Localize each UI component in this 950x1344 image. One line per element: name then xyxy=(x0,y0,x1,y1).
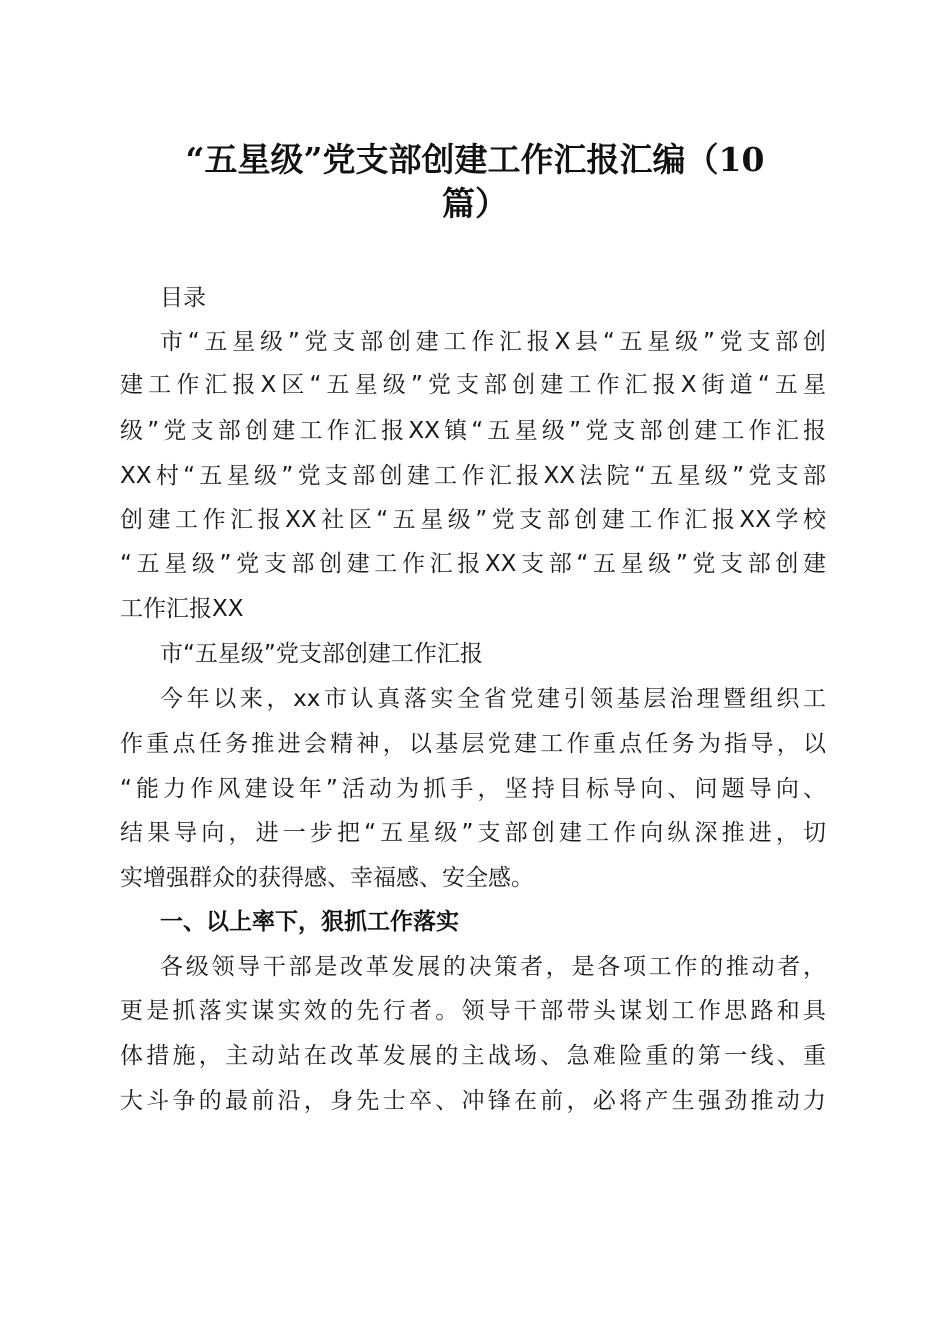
toc-line: 创建工作汇报XX社区“五星级”党支部创建工作汇报XX学校 xyxy=(120,507,826,533)
section-heading: 一、以上率下，狠抓工作落实 xyxy=(160,909,459,935)
paragraph-line: 结果导向，进一步把“五星级”支部创建工作向纵深推进，切 xyxy=(120,820,826,846)
section-title: 市“五星级”党支部创建工作汇报 xyxy=(160,641,483,667)
paragraph-line: 更是抓落实谋实效的先行者。领导干部带头谋划工作思路和具 xyxy=(120,998,826,1024)
document-title-line-1: “五星级”党支部创建工作汇报汇编（10 xyxy=(185,140,765,179)
toc-line: XX村“五星级”党支部创建工作汇报XX法院“五星级”党支部 xyxy=(120,463,826,489)
paragraph-line: “能力作风建设年”活动为抓手，坚持目标导向、问题导向、 xyxy=(120,776,826,802)
toc-line: “五星级”党支部创建工作汇报XX支部“五星级”党支部创建 xyxy=(120,551,826,577)
toc-line: 工作汇报XX xyxy=(120,596,244,622)
toc-line: 级”党支部创建工作汇报XX镇“五星级”党支部创建工作汇报 xyxy=(120,418,826,444)
toc-label: 目录 xyxy=(160,285,206,311)
paragraph-line: 作重点任务推进会精神，以基层党建工作重点任务为指导，以 xyxy=(120,731,826,757)
paragraph-line: 体措施，主动站在改革发展的主战场、急难险重的第一线、重 xyxy=(120,1043,826,1069)
paragraph-line: 大斗争的最前沿，身先士卒、冲锋在前，必将产生强劲推动力 xyxy=(120,1088,826,1114)
document-title-line-2: 篇） xyxy=(442,184,508,223)
toc-line: 市“五星级”党支部创建工作汇报X县“五星级”党支部创 xyxy=(160,329,826,355)
paragraph-line: 今年以来，xx市认真落实全省党建引领基层治理暨组织工 xyxy=(160,686,826,712)
paragraph-line: 各级领导干部是改革发展的决策者，是各项工作的推动者， xyxy=(160,954,826,980)
toc-line: 建工作汇报X区“五星级”党支部创建工作汇报X街道“五星 xyxy=(120,372,826,398)
paragraph-line: 实增强群众的获得感、幸福感、安全感。 xyxy=(120,865,534,891)
